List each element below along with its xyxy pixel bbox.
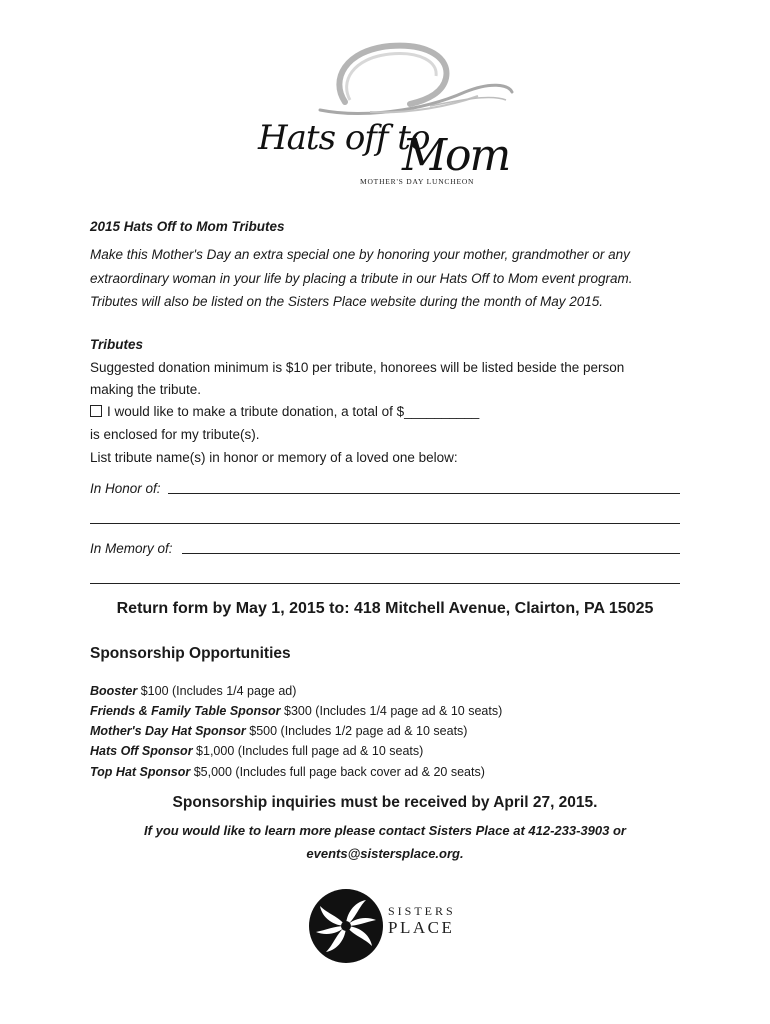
contact-email[interactable]: events@sistersplace.org.: [306, 846, 464, 861]
tributes-subheading: Tributes: [90, 337, 144, 352]
sponsorship-item: [90, 723, 467, 739]
intro-line-2: extraordinary woman in your life by placing a tribute in our Hats Off to Mom event program.: [90, 271, 633, 286]
sisters-place-logo-line2: PLACE: [388, 918, 455, 937]
sisters-place-logo-line1: SISTERS: [388, 904, 456, 918]
donation-line-2: making the tribute.: [90, 382, 202, 397]
in-honor-label: In Honor of:: [90, 481, 161, 496]
sponsorship-detail: $300 (Includes 1/4 page ad & 10 seats): [284, 704, 503, 718]
sponsorship-name: Mother's Day Hat Sponsor: [90, 724, 246, 738]
contact-line-1: If you would like to learn more please contact Sisters Place at 412-233-3903 or: [144, 823, 626, 838]
in-honor-field[interactable]: [168, 493, 680, 494]
sponsorship-item: [90, 683, 296, 699]
sponsorship-item: [90, 764, 485, 780]
hats-off-to-mom-logo: [250, 40, 530, 190]
sponsorship-name: Friends & Family Table Sponsor: [90, 704, 281, 718]
logo-subtitle: MOTHER'S DAY LUNCHEON: [360, 177, 475, 186]
tribute-donation-checkbox[interactable]: [90, 405, 102, 417]
in-memory-field[interactable]: [182, 553, 680, 554]
in-honor-field-line-2[interactable]: [90, 523, 680, 524]
logo-title-part2: Mom: [402, 130, 510, 181]
sponsorship-name: Hats Off Sponsor: [90, 744, 193, 758]
logo-title-part1: Hats off to: [258, 118, 430, 158]
sisters-place-logo: [300, 880, 470, 975]
flower-swirl-icon: [306, 886, 386, 966]
sponsorship-detail: $500 (Includes 1/2 page ad & 10 seats): [249, 724, 468, 738]
intro-line-3: Tributes will also be listed on the Sisters Place website during the month of May 2015.: [90, 294, 604, 309]
sponsorship-detail: $100 (Includes 1/4 page ad): [140, 684, 297, 698]
donation-line-1: Suggested donation minimum is $10 per tribute, honorees will be listed beside the person: [90, 360, 625, 375]
enclosed-line: is enclosed for my tribute(s).: [90, 427, 260, 442]
sponsorship-name: Booster: [90, 684, 138, 698]
tribute-donation-row: [90, 403, 479, 421]
sponsorship-detail: $5,000 (Includes full page back cover ad & 20 seats): [193, 765, 485, 779]
list-instruction: List tribute name(s) in honor or memory of a loved one below:: [90, 450, 458, 465]
return-form-instructions: Return form by May 1, 2015 to: 418 Mitchell Avenue, Clairton, PA 15025: [116, 600, 654, 617]
sponsorship-detail: $1,000 (Includes full page ad & 10 seats): [196, 744, 424, 758]
intro-line-1: Make this Mother's Day an extra special one by honoring your mother, grandmother or any: [90, 247, 630, 262]
tributes-heading: 2015 Hats Off to Mom Tributes: [90, 219, 285, 234]
in-memory-label: In Memory of:: [90, 541, 173, 556]
in-memory-field-line-2[interactable]: [90, 583, 680, 584]
sponsorship-heading: Sponsorship Opportunities: [90, 645, 291, 662]
sponsorship-item: [90, 703, 502, 719]
sponsorship-deadline: Sponsorship inquiries must be received by April 27, 2015.: [172, 794, 598, 811]
sponsorship-name: Top Hat Sponsor: [90, 765, 191, 779]
tribute-donation-label: I would like to make a tribute donation, a total of $__________: [107, 404, 480, 419]
sponsorship-item: [90, 743, 423, 759]
